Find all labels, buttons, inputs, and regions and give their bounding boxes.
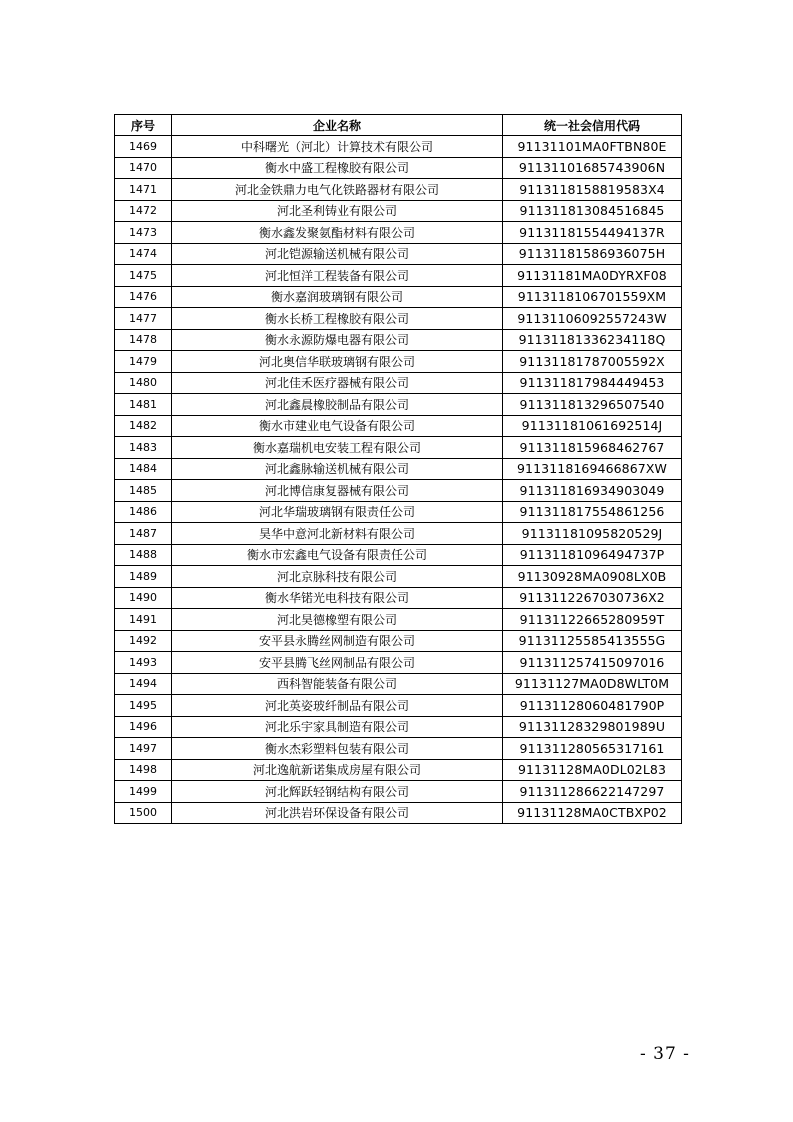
table-row [115,802,682,824]
cell-name: 衡水市宏鑫电气设备有限责任公司 [172,544,503,566]
table-row [115,523,682,545]
page-number: - 37 - [640,1044,690,1064]
cell-seq: 1481 [115,394,172,416]
cell-seq: 1497 [115,738,172,760]
table-row [115,501,682,523]
table-row [115,437,682,459]
cell-code: 911311816934903049 [503,480,682,502]
table-row [115,759,682,781]
cell-code: 9113118106701559XM [503,286,682,308]
cell-seq: 1472 [115,200,172,222]
cell-code: 91130928MA0908LX0B [503,566,682,588]
table-row [115,738,682,760]
cell-seq: 1471 [115,179,172,201]
cell-code: 91131181MA0DYRXF08 [503,265,682,287]
cell-seq: 1486 [115,501,172,523]
cell-code: 9113118169466867XW [503,458,682,480]
cell-code: 91131128MA0DL02L83 [503,759,682,781]
table-body [115,136,682,824]
cell-code: 91131101MA0FTBN80E [503,136,682,158]
table-row [115,308,682,330]
header-code: 统一社会信用代码 [503,115,682,136]
cell-seq: 1476 [115,286,172,308]
cell-name: 河北鑫脉输送机械有限公司 [172,458,503,480]
cell-name: 安平县永腾丝网制造有限公司 [172,630,503,652]
table-row [115,716,682,738]
cell-code: 911311813296507540 [503,394,682,416]
cell-code: 91131106092557243W [503,308,682,330]
cell-code: 91131101685743906N [503,157,682,179]
cell-name: 衡水长桥工程橡胶有限公司 [172,308,503,330]
cell-name: 河北乐宇家具制造有限公司 [172,716,503,738]
cell-name: 西科智能装备有限公司 [172,673,503,695]
cell-seq: 1491 [115,609,172,631]
cell-seq: 1479 [115,351,172,373]
cell-name: 河北佳禾医疗器械有限公司 [172,372,503,394]
cell-code: 911311286622147297 [503,781,682,803]
cell-name: 河北博信康复器械有限公司 [172,480,503,502]
header-name: 企业名称 [172,115,503,136]
table-row [115,673,682,695]
table-row [115,394,682,416]
cell-name: 中科曙光（河北）计算技术有限公司 [172,136,503,158]
cell-seq: 1499 [115,781,172,803]
cell-code: 91131122665280959T [503,609,682,631]
cell-seq: 1487 [115,523,172,545]
cell-code: 91131181096494737P [503,544,682,566]
table-row [115,415,682,437]
cell-name: 河北铠源输送机械有限公司 [172,243,503,265]
cell-code: 911311815968462767 [503,437,682,459]
cell-seq: 1492 [115,630,172,652]
cell-seq: 1483 [115,437,172,459]
table-row [115,286,682,308]
table-row [115,630,682,652]
cell-code: 91131128MA0CTBXP02 [503,802,682,824]
cell-code: 91131128060481790P [503,695,682,717]
table-row [115,351,682,373]
table-row [115,544,682,566]
cell-name: 河北逸航新诺集成房屋有限公司 [172,759,503,781]
cell-seq: 1473 [115,222,172,244]
cell-name: 衡水鑫发聚氨酯材料有限公司 [172,222,503,244]
cell-name: 衡水市建业电气设备有限公司 [172,415,503,437]
table-row [115,179,682,201]
cell-name: 河北奥信华联玻璃钢有限公司 [172,351,503,373]
cell-name: 河北华瑞玻璃钢有限责任公司 [172,501,503,523]
table-row [115,329,682,351]
cell-seq: 1500 [115,802,172,824]
cell-seq: 1477 [115,308,172,330]
cell-name: 衡水华锘光电科技有限公司 [172,587,503,609]
cell-name: 衡水嘉润玻璃钢有限公司 [172,286,503,308]
table-row [115,566,682,588]
cell-seq: 1485 [115,480,172,502]
table-row [115,587,682,609]
table-row [115,136,682,158]
cell-code: 91131181586936075H [503,243,682,265]
table-row [115,243,682,265]
cell-code: 91131181554494137R [503,222,682,244]
table-row [115,458,682,480]
header-seq: 序号 [115,115,172,136]
cell-name: 安平县腾飞丝网制品有限公司 [172,652,503,674]
cell-code: 911311257415097016 [503,652,682,674]
cell-code: 911311817984449453 [503,372,682,394]
cell-name: 衡水嘉瑞机电安装工程有限公司 [172,437,503,459]
cell-name: 河北英姿玻纤制品有限公司 [172,695,503,717]
cell-seq: 1489 [115,566,172,588]
table-row [115,372,682,394]
cell-seq: 1490 [115,587,172,609]
cell-name: 河北鑫晨橡胶制品有限公司 [172,394,503,416]
cell-name: 河北圣利铸业有限公司 [172,200,503,222]
cell-name: 衡水杰彩塑料包装有限公司 [172,738,503,760]
cell-code: 91131127MA0D8WLT0M [503,673,682,695]
cell-seq: 1470 [115,157,172,179]
table-row [115,157,682,179]
cell-seq: 1482 [115,415,172,437]
cell-seq: 1488 [115,544,172,566]
cell-name: 河北洪岩环保设备有限公司 [172,802,503,824]
enterprise-table [114,114,682,824]
cell-code: 91131181787005592X [503,351,682,373]
cell-seq: 1475 [115,265,172,287]
cell-code: 9113112267030736X2 [503,587,682,609]
cell-code: 911311280565317161 [503,738,682,760]
cell-seq: 1494 [115,673,172,695]
cell-code: 91131181336234118Q [503,329,682,351]
cell-seq: 1478 [115,329,172,351]
cell-name: 衡水永源防爆电器有限公司 [172,329,503,351]
cell-code: 91131181095820529J [503,523,682,545]
cell-name: 河北昊德橡塑有限公司 [172,609,503,631]
table-row [115,265,682,287]
table-row [115,480,682,502]
table-row [115,609,682,631]
cell-code: 911311817554861256 [503,501,682,523]
cell-seq: 1474 [115,243,172,265]
cell-seq: 1496 [115,716,172,738]
cell-seq: 1484 [115,458,172,480]
cell-name: 河北金铁鼎力电气化铁路器材有限公司 [172,179,503,201]
cell-code: 911311813084516845 [503,200,682,222]
cell-seq: 1493 [115,652,172,674]
table-row [115,200,682,222]
cell-seq: 1495 [115,695,172,717]
cell-name: 衡水中盛工程橡胶有限公司 [172,157,503,179]
cell-code: 91131181061692514J [503,415,682,437]
table-row [115,652,682,674]
cell-seq: 1469 [115,136,172,158]
cell-name: 河北辉跃轻钢结构有限公司 [172,781,503,803]
cell-seq: 1480 [115,372,172,394]
cell-code: 9113118158819583X4 [503,179,682,201]
cell-code: 91131125585413555G [503,630,682,652]
cell-code: 91131128329801989U [503,716,682,738]
cell-name: 河北京脉科技有限公司 [172,566,503,588]
cell-name: 河北恒洋工程装备有限公司 [172,265,503,287]
table-header-row [115,115,682,136]
table-row [115,695,682,717]
table-row [115,222,682,244]
table-row [115,781,682,803]
cell-name: 昊华中意河北新材料有限公司 [172,523,503,545]
cell-seq: 1498 [115,759,172,781]
